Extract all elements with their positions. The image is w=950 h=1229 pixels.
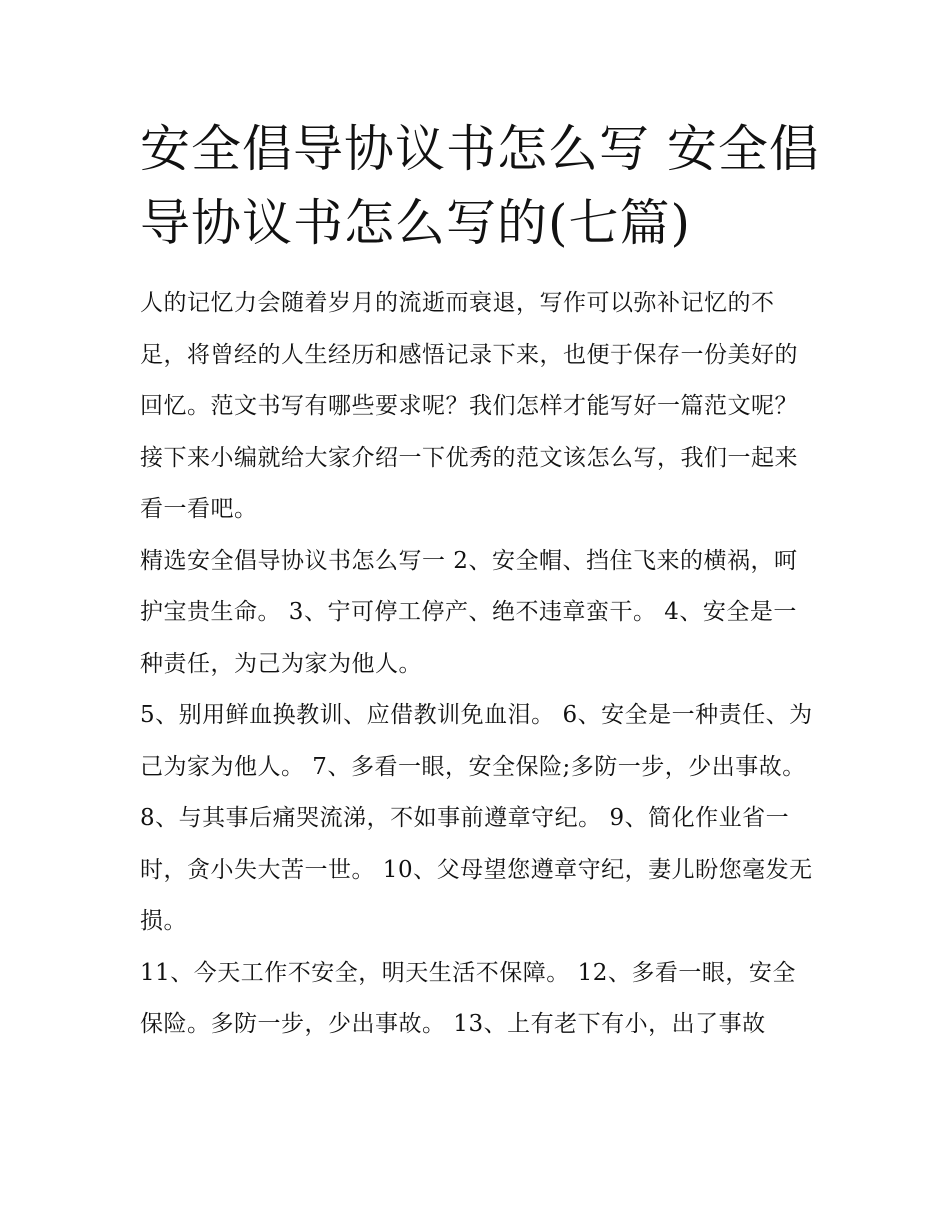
document-title: 安全倡导协议书怎么写 安全倡导协议书怎么写的(七篇) — [140, 120, 820, 252]
paragraph-slogans-2: 5、别用鲜血换教训、应借教训免血泪。 6、安全是一种责任、为己为家为他人。 7、多看一眼，安全保险;多防一步，少出事故。 — [140, 702, 813, 780]
intro-paragraph: 人的记忆力会随着岁月的流逝而衰退，写作可以弥补记忆的不足，将曾经的人生经历和感悟记录下来，也便于保存一份美好的回忆。范文书写有哪些要求呢？我们怎样才能写好一篇范文呢？接下来小编就给大家介绍一下优秀的范文该怎么写，我们一起来看一看吧。 — [140, 290, 798, 522]
document-body — [140, 278, 816, 1051]
paragraph-slogans-3: 8、与其事后痛哭流涕，不如事前遵章守纪。 9、简化作业省一时，贪小失大苦一世。 10、父母望您遵章守纪，妻儿盼您毫发无损。 — [140, 805, 813, 934]
paragraph-slogans-1: 精选安全倡导协议书怎么写一 2、安全帽、挡住飞来的横祸，呵护宝贵生命。 3、宁可停工停产、绝不违章蛮干。 4、安全是一种责任，为己为家为他人。 — [140, 547, 798, 677]
paragraph-slogans-4: 11、今天工作不安全，明天生活不保障。 12、多看一眼，安全保险。多防一步，少出事故。 13、上有老下有小，出了事故 — [140, 959, 796, 1037]
